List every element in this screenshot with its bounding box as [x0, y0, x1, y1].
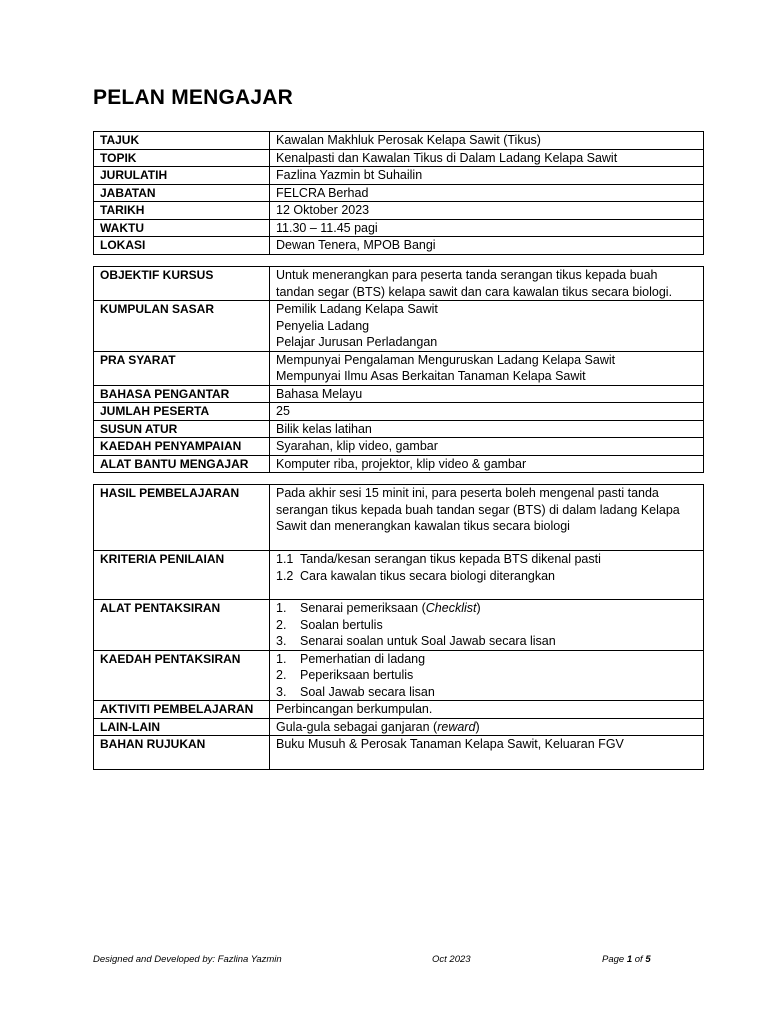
row-value: Gula-gula sebagai ganjaran (reward) [270, 718, 704, 736]
row-value: Mempunyai Pengalaman Menguruskan Ladang Kelapa Sawit Mempunyai Ilmu Asas Berkaitan Tanaman Kelapa Sawit [270, 351, 704, 385]
table-row [94, 551, 704, 600]
row-value: Fazlina Yazmin bt Suhailin [270, 167, 704, 185]
row-value: Pada akhir sesi 15 minit ini, para peserta boleh mengenal pasti tanda serangan tikus kepada buah tandan segar (BTS) di dalam ladang Kelapa Sawit dan menerangkan kawalan tikus secara biologi [270, 485, 704, 551]
row-label: KAEDAH PENTAKSIRAN [94, 650, 270, 701]
row-label: HASIL PEMBELAJARAN [94, 485, 270, 551]
table-row [94, 132, 704, 150]
table-row [94, 351, 704, 385]
row-label: SUSUN ATUR [94, 420, 270, 438]
row-label: JUMLAH PESERTA [94, 403, 270, 421]
row-label: KAEDAH PENYAMPAIAN [94, 438, 270, 456]
table-row [94, 420, 704, 438]
row-value: 1. Senarai pemeriksaan (Checklist) 2. Soalan bertulis 3. Senarai soalan untuk Soal Jawab secara lisan [270, 600, 704, 651]
row-label: TARIKH [94, 202, 270, 220]
table-row [94, 149, 704, 167]
row-value: Buku Musuh & Perosak Tanaman Kelapa Sawit, Keluaran FGV [270, 736, 704, 770]
row-value: 12 Oktober 2023 [270, 202, 704, 220]
table-row [94, 219, 704, 237]
course-table [93, 266, 704, 473]
table-row [94, 600, 704, 651]
row-label: KRITERIA PENILAIAN [94, 551, 270, 600]
table-row [94, 701, 704, 719]
row-label: BAHASA PENGANTAR [94, 385, 270, 403]
row-label: ALAT PENTAKSIRAN [94, 600, 270, 651]
table-row [94, 301, 704, 352]
row-label: KUMPULAN SASAR [94, 301, 270, 352]
table-row [94, 403, 704, 421]
row-label: PRA SYARAT [94, 351, 270, 385]
table-row [94, 650, 704, 701]
row-label: WAKTU [94, 219, 270, 237]
table-row [94, 237, 704, 255]
footer-date: Oct 2023 [432, 954, 471, 965]
row-value: Bahasa Melayu [270, 385, 704, 403]
assessment-table [93, 484, 704, 770]
table-row [94, 202, 704, 220]
row-label: BAHAN RUJUKAN [94, 736, 270, 770]
row-value: Dewan Tenera, MPOB Bangi [270, 237, 704, 255]
row-label: JABATAN [94, 184, 270, 202]
footer-page-number: Page 1 of 5 [602, 954, 651, 965]
table-row [94, 485, 704, 551]
row-label: TOPIK [94, 149, 270, 167]
row-value: Bilik kelas latihan [270, 420, 704, 438]
table-row [94, 167, 704, 185]
row-value: Kawalan Makhluk Perosak Kelapa Sawit (Tikus) [270, 132, 704, 150]
row-label: TAJUK [94, 132, 270, 150]
row-value: Pemilik Ladang Kelapa Sawit Penyelia Ladang Pelajar Jurusan Perladangan [270, 301, 704, 352]
row-label: AKTIVITI PEMBELAJARAN [94, 701, 270, 719]
row-value: Komputer riba, projektor, klip video & gambar [270, 455, 704, 473]
table-row [94, 184, 704, 202]
row-label: JURULATIH [94, 167, 270, 185]
row-value: 1. Pemerhatian di ladang 2. Peperiksaan bertulis 3. Soal Jawab secara lisan [270, 650, 704, 701]
footer-designed-by: Designed and Developed by: Fazlina Yazmin [93, 954, 282, 965]
page-title: PELAN MENGAJAR [93, 86, 293, 109]
table-row [94, 385, 704, 403]
row-label: ALAT BANTU MENGAJAR [94, 455, 270, 473]
row-label: LAIN-LAIN [94, 718, 270, 736]
row-value: Perbincangan berkumpulan. [270, 701, 704, 719]
row-value: 1.1 Tanda/kesan serangan tikus kepada BTS dikenal pasti 1.2 Cara kawalan tikus secara biologi diterangkan [270, 551, 704, 600]
table-row [94, 718, 704, 736]
row-value: Syarahan, klip video, gambar [270, 438, 704, 456]
row-value: Untuk menerangkan para peserta tanda serangan tikus kepada buah tandan segar (BTS) kelapa sawit dan cara kawalan tikus secara biologi. [270, 267, 704, 301]
table-row [94, 455, 704, 473]
row-value: Kenalpasti dan Kawalan Tikus di Dalam Ladang Kelapa Sawit [270, 149, 704, 167]
row-value: 11.30 – 11.45 pagi [270, 219, 704, 237]
table-row [94, 736, 704, 770]
row-label: LOKASI [94, 237, 270, 255]
table-row [94, 438, 704, 456]
table-row [94, 267, 704, 301]
info-table [93, 131, 704, 255]
row-value: FELCRA Berhad [270, 184, 704, 202]
row-value: 25 [270, 403, 704, 421]
row-label: OBJEKTIF KURSUS [94, 267, 270, 301]
